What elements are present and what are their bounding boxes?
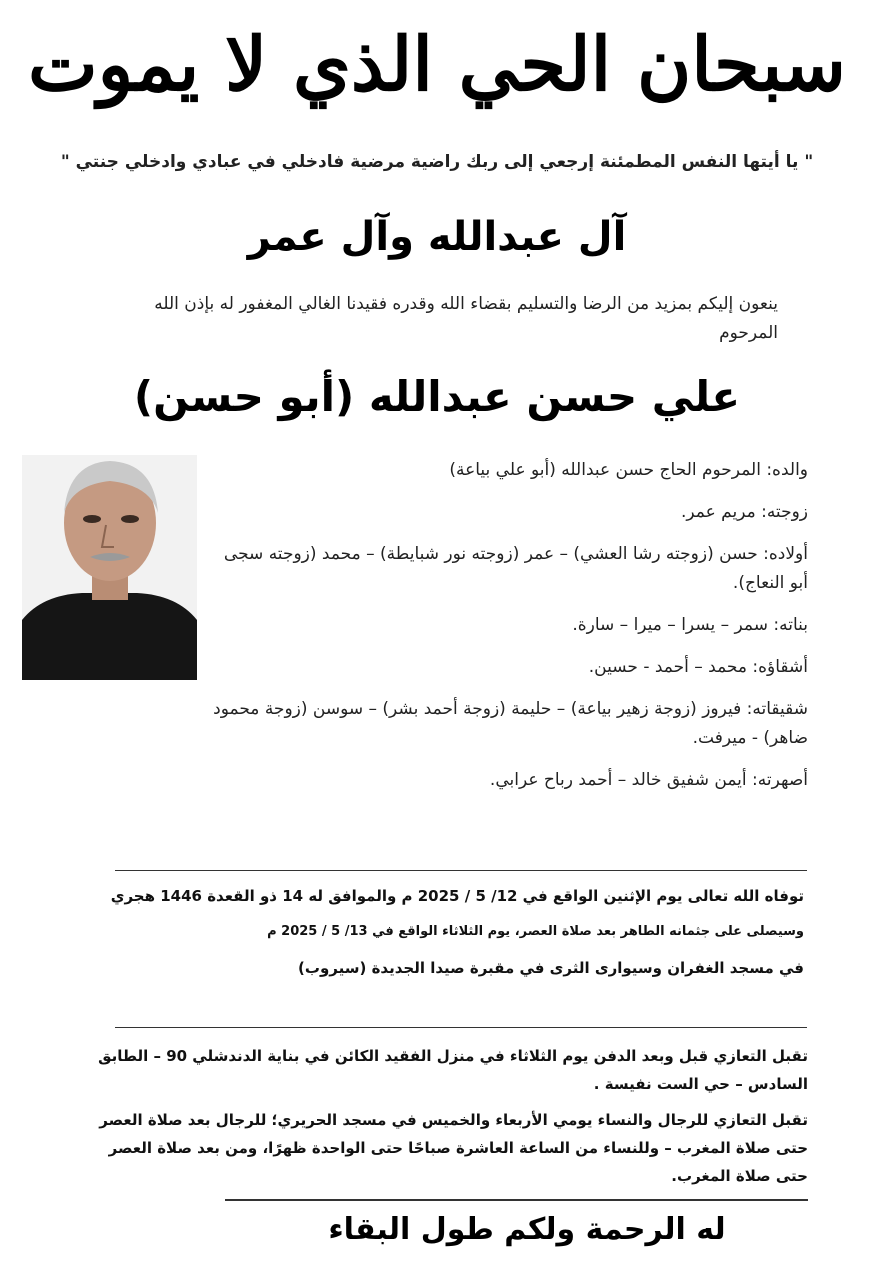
- condolence-entry: تقبل التعازي قبل وبعد الدفن يوم الثلاثاء في منزل الفقيد الكائن في بناية الدندشلي 90 – الطابق السادس – حي الست نفيسة .: [98, 1047, 808, 1093]
- relative-entry: أشقاؤه: محمد – أحمد - حسين.: [588, 657, 808, 677]
- prayer-time: وسيصلى على جثمانه الطاهر بعد صلاة العصر، يوم الثلاثاء الواقع في 13/ 5 / 2025 م: [267, 924, 804, 939]
- portrait-image: [22, 455, 197, 680]
- relatives-list: [212, 456, 808, 808]
- deceased-name: علي حسن عبدالله (أبو حسن): [133, 372, 741, 421]
- burial-location: في مسجد الغفران وسيوارى الثرى في مقبرة صيدا الجديدة (سيروب): [298, 959, 804, 977]
- funeral-details: [104, 882, 804, 990]
- divider: [115, 870, 807, 871]
- relative-entry: شقيقاته: فيروز (زوجة زهير بياعة) – حليمة (زوجة أحمد بشر) – سوسن (زوجة محمود ضاهر) - ميرفت.: [213, 699, 808, 748]
- relative-entry: أولاده: حسن (زوجته رشا العشي) – عمر (زوجته نور شبايطة) – محمد (زوجته سجى أبو النعاج).: [223, 544, 808, 593]
- relative-entry: والده: المرحوم الحاج حسن عبدالله (أبو علي بياعة): [449, 460, 808, 480]
- deceased-photo: [22, 455, 197, 680]
- relative-entry: بناته: سمر – يسرا – ميرا – سارة.: [572, 615, 808, 635]
- relative-entry: زوجته: مريم عمر.: [681, 502, 808, 522]
- closing-text: له الرحمة ولكم طول البقاء: [328, 1212, 726, 1247]
- announcement-line: ينعون إليكم بمزيد من الرضا والتسليم بقضاء الله وقدره فقيدنا الغالي المغفور له بإذن الله: [154, 294, 778, 314]
- condolences-info: [96, 1042, 808, 1198]
- family-name: آل عبدالله وآل عمر: [247, 214, 627, 260]
- divider: [115, 1027, 807, 1028]
- announcement-line: المرحوم: [719, 323, 778, 343]
- death-date: توفاه الله تعالى يوم الإثنين الواقع في 12/ 5 / 2025 م والموافق له 14 ذو القعدة 1446 هجري: [110, 887, 804, 905]
- calligraphy-header: سبحان الحي الذي لا يموت: [28, 22, 846, 108]
- condolence-entry: تقبل التعازي للرجال والنساء يومي الأربعاء والخميس في مسجد الحريري؛ للرجال بعد صلاة العصر حتى صلاة المغرب – وللنساء من الساعة العاشرة صباحًا حتى الواحدة ظهرًا، ومن بعد صلاة العصر حتى صلاة المغرب.: [99, 1111, 808, 1185]
- relative-entry: أصهرته: أيمن شفيق خالد – أحمد رباح عرابي.: [489, 770, 808, 790]
- announcement: [88, 290, 778, 348]
- divider: [225, 1199, 808, 1201]
- quran-verse: " يا أيتها النفس المطمئنة إرجعي إلى ربك راضية مرضية فادخلي في عبادي وادخلي جنتي ": [60, 152, 814, 172]
